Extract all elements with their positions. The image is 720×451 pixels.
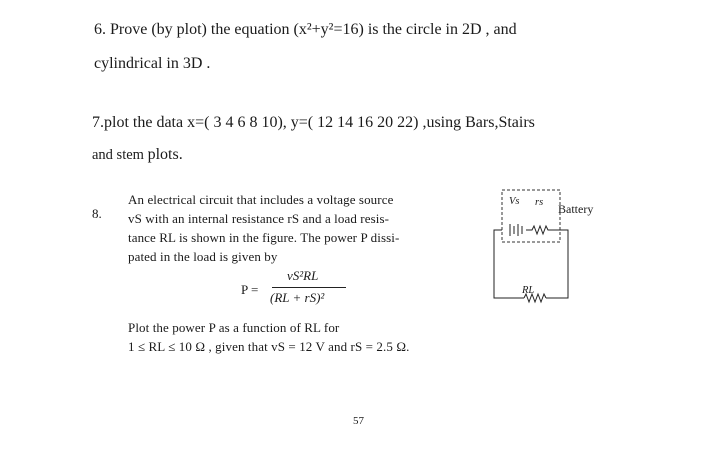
q6-line-1: 6. Prove (by plot) the equation (x²+y²=16) is the circle in 2D , and — [94, 21, 517, 38]
q8-line-3: tance RL is shown in the figure. The power P dissi- — [128, 230, 400, 245]
battery-label: Battery — [558, 202, 594, 216]
q7-line-2-word: plots. — [147, 146, 183, 163]
circuit-wire-right — [546, 230, 568, 298]
q8-number: 8. — [92, 206, 102, 221]
power-formula — [212, 268, 352, 314]
q8-line-5: Plot the power P as a function of RL for — [128, 320, 340, 335]
formula-denominator: (RL + rS)² — [270, 290, 325, 305]
q8-line-4: pated in the load is given by — [128, 249, 278, 264]
q8-line-2: vS with an internal resistance rS and a load resis- — [128, 211, 390, 226]
q7-line-2 — [92, 146, 183, 164]
battery-cell-icon — [506, 224, 522, 236]
page-number: 57 — [353, 415, 364, 427]
q8-line-6: 1 ≤ RL ≤ 10 Ω , given that vS = 12 V and rS = 2.5 Ω. — [128, 339, 410, 354]
circuit-vs-label: Vs — [509, 196, 520, 207]
q7-line-1: 7.plot the data x=( 3 4 6 8 10), y=( 12 14 16 20 22) ,using Bars,Stairs — [92, 114, 535, 131]
circuit-rl-label: RL — [522, 285, 535, 296]
circuit-rs-label: rs — [535, 197, 544, 208]
fraction-bar — [272, 287, 346, 288]
q8-line-1: An electrical circuit that includes a voltage source — [128, 192, 394, 207]
internal-resistor-icon — [526, 226, 554, 234]
circuit-wire — [494, 230, 524, 298]
formula-numerator: vS²RL — [287, 268, 319, 283]
q7-line-2-prefix: and stem — [92, 147, 148, 163]
q6-line-2: cylindrical in 3D . — [94, 55, 211, 72]
formula-lhs: P = — [241, 282, 259, 297]
